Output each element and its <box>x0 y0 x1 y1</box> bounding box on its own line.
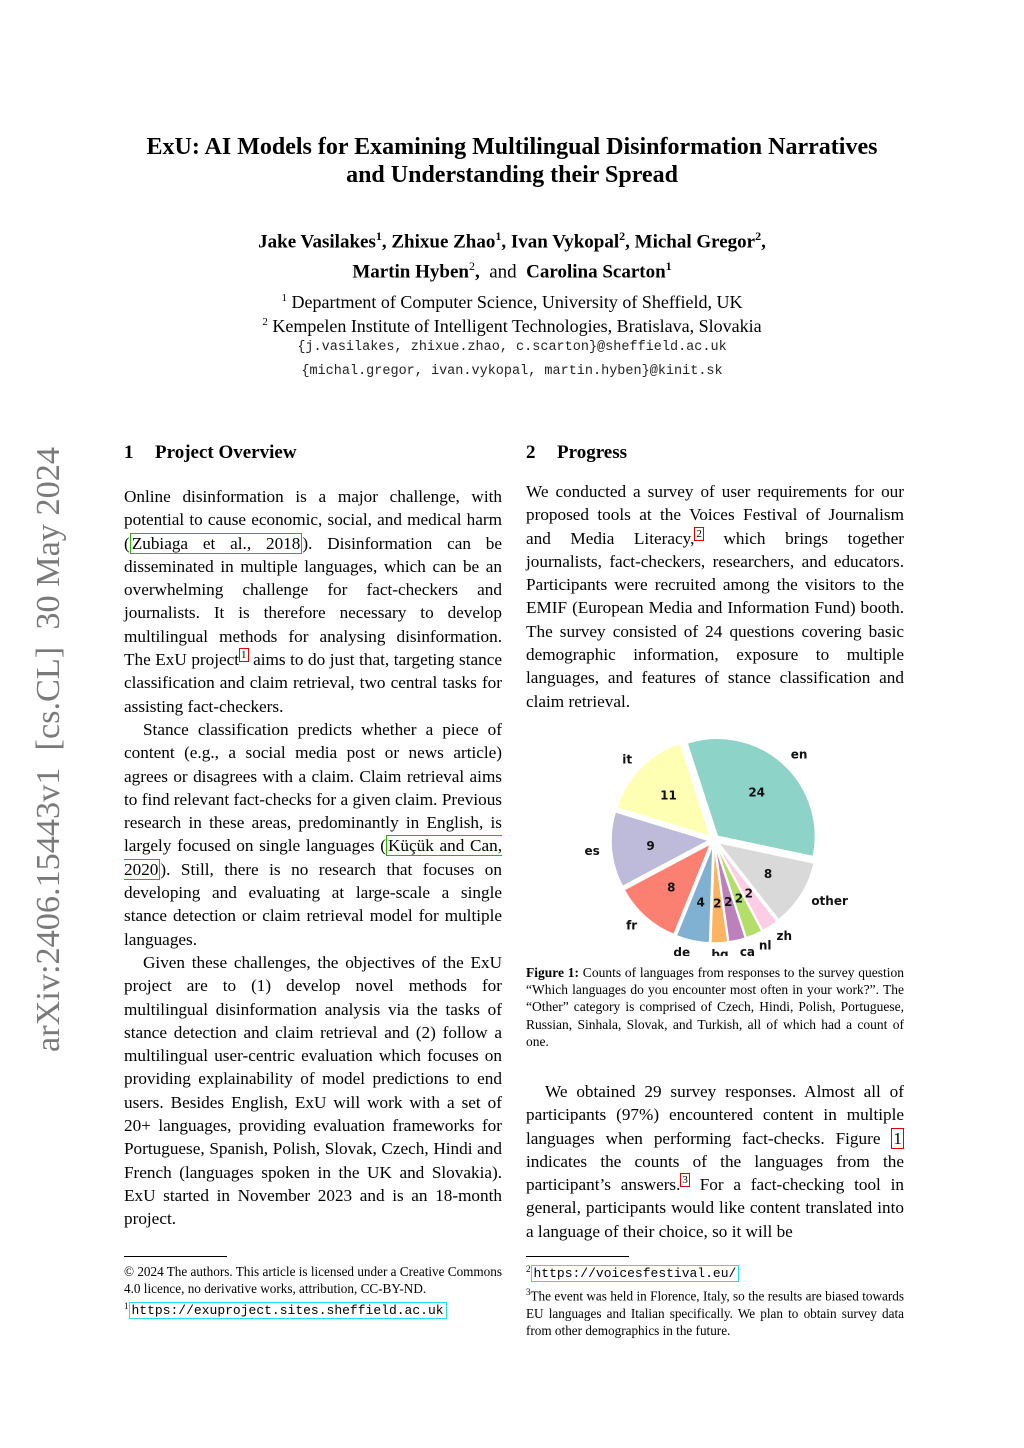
text-run: which brings together journalists, fact-checkers, researchers, and educators. Participants were recruited among the visitors to the EMIF (European Media and Information Fund) booth. The survey consisted of 24 questions covering basic demographic information, exposure to multiple languages, and features of stance classification and claim retrieval. <box>526 528 904 711</box>
arxiv-stamp-text: arXiv:2406.15443v1 [cs.CL] 30 May 2024 <box>30 451 67 1052</box>
pie-value-label-ca: 2 <box>724 895 733 910</box>
right-column-body-top <box>526 480 904 713</box>
paragraph <box>124 718 502 951</box>
left-column-body <box>124 485 502 1231</box>
author-affil-mark: 1 <box>665 259 672 274</box>
footnote-rule <box>526 1256 629 1257</box>
author-affil-mark: 1 <box>495 229 502 243</box>
right-column-body-bottom <box>526 1080 904 1243</box>
pie-category-label-bg: bg <box>711 947 729 956</box>
author-name: Ivan Vykopal <box>510 231 620 253</box>
pie-value-label-en: 24 <box>748 785 766 800</box>
citation-link[interactable]: Küçük and Can, 2020 <box>124 836 502 879</box>
email-line-1: {j.vasilakes, zhixue.zhao, c.scarton}@sheffield.ac.uk <box>297 340 727 355</box>
affiliation-text: Kempelen Institute of Intelligent Technologies, Bratislava, Slovakia <box>272 316 762 336</box>
pie-value-label-zh: 2 <box>744 886 753 901</box>
affiliation-text: Department of Computer Science, University of Sheffield, UK <box>291 292 743 312</box>
title-line-2: and Understanding their Spread <box>346 162 678 188</box>
section-title: Progress <box>557 442 628 463</box>
author-affil-mark: 2 <box>619 229 626 243</box>
pie-category-label-it: it <box>622 752 633 767</box>
text-run: indicates the counts of the languages from the participant’s answers. <box>526 1151 904 1195</box>
pie-category-label-es: es <box>584 843 600 858</box>
figure-label: Figure 1: <box>526 965 580 980</box>
pie-chart-svg <box>524 726 904 956</box>
figure-reference-link[interactable]: 1 <box>893 1128 902 1148</box>
footnote-rule <box>124 1256 227 1257</box>
author-affil-mark: 2 <box>468 259 475 274</box>
pie-value-label-es: 9 <box>646 839 655 854</box>
author-list: Jake Vasilakes$^1$, Zhixue Zhao$^1$, Ivan Vykopal$^2$, Michal Gregor$^2$, Martin Hyben$^2$, and Carolina Scarton$^1$ <box>258 229 766 283</box>
section-title: Project Overview <box>155 442 297 463</box>
title-line-1: ExU: AI Models for Examining Multilingual Disinformation Narratives <box>146 134 878 160</box>
author-name: Carolina Scarton <box>526 261 666 283</box>
footnotes-left <box>124 1263 502 1319</box>
footnote-link[interactable]: 2 <box>696 527 702 540</box>
pie-category-label-de: de <box>673 945 691 956</box>
section-number: 2 <box>526 442 536 463</box>
text-run: ). Still, there is no research that focuses on developing and evaluating at large-scale a single stance detection or claim retrieval model for multiple languages. <box>124 859 502 949</box>
citation-link[interactable]: Zubiaga et al., 2018 <box>131 533 301 553</box>
pie-value-label-de: 4 <box>696 895 705 910</box>
paragraph <box>124 485 502 718</box>
author-name: Michal Gregor <box>634 231 756 253</box>
paper-title <box>100 133 924 189</box>
email-line-2: {michal.gregor, ivan.vykopal, martin.hyben}@kinit.sk <box>301 364 723 379</box>
pie-category-label-en: en <box>790 747 808 762</box>
pie-category-label-other: other <box>811 893 848 908</box>
arxiv-stamp <box>21 440 71 1060</box>
section-1-heading <box>124 441 297 465</box>
footnote-text: The event was held in Florence, Italy, so the results are biased towards EU languages and Italian specifically. We plan to obtain survey data from other demographics in the future. <box>526 1288 904 1338</box>
copyright-note: © 2024 The authors. This article is licensed under a Creative Commons 4.0 licence, no derivative works, attribution, CC-BY-ND. <box>124 1264 502 1296</box>
pie-value-label-fr: 8 <box>667 880 676 895</box>
text-run: ). Disinformation can be disseminated in multiple languages, which can be an overwhelming challenge for fact-checkers and journalists. It is therefore necessary to develop multilingual methods for analysing disinformation. The ExU project <box>124 533 502 670</box>
section-number: 1 <box>124 442 134 463</box>
affiliation-2 <box>100 310 924 338</box>
author-name: Martin Hyben <box>352 261 469 283</box>
pie-category-label-ca: ca <box>739 944 756 956</box>
author-affil-mark: 1 <box>375 229 382 243</box>
footnotes-right <box>526 1261 904 1339</box>
pie-value-label-bg: 2 <box>713 896 722 911</box>
pie-category-label-zh: zh <box>776 929 793 944</box>
affiliation-mark: 1 <box>281 292 287 304</box>
pie-category-label-nl: nl <box>758 938 772 953</box>
author-affil-mark: 2 <box>755 229 762 243</box>
voices-festival-url[interactable]: https://voicesfestival.eu/ <box>531 1265 740 1282</box>
paragraph: Given these challenges, the objectives of the ExU project are to (1) develop novel methods for multilingual disinformation analysis via the tasks of stance detection and claim retrieval and (2) follow a multilingual user-centric evaluation which focuses on providing explainability of model predictions to end users. Besides English, ExU will work with a set of 20+ languages, providing evaluation frameworks for Portuguese, Spanish, Polish, Slovak, Czech, Hindi and French (languages spoken in the UK and Slovakia). ExU started in November 2023 and is an 18-month project. <box>124 952 502 1229</box>
section-2-heading <box>526 441 627 465</box>
pie-value-label-nl: 2 <box>734 891 744 906</box>
author-and: and <box>489 261 517 283</box>
pie-category-label-fr: fr <box>626 918 638 933</box>
figure-1-pie-chart <box>524 726 904 956</box>
text-run: For a fact-checking tool in general, participants would like content translated into a language of their choice, so it will be <box>526 1175 904 1241</box>
text-run: Online disinformation is a major challenge, with potential to cause economic, social, and medical harm ( <box>124 487 502 553</box>
text-run: We conducted a survey of user requirements for our proposed tools at the Voices Festival of Journalism and Media Literacy, <box>526 482 904 548</box>
pie-value-label-it: 11 <box>660 788 677 803</box>
exu-project-url[interactable]: https://exuproject.sites.sheffield.ac.uk <box>129 1302 447 1319</box>
footnote-number: 1 <box>124 1301 129 1311</box>
caption-text: Counts of languages from responses to the survey question “Which languages do you encounter most often in your work?”. The “Other” category is comprised of Czech, Hindi, Polish, Portuguese, Russian, Sinhala, Slovak, and Turkish, all of which had a count of one. <box>526 965 904 1049</box>
pie-value-label-other: 8 <box>763 866 773 881</box>
author-name: Jake Vasilakes <box>258 231 376 253</box>
footnote-number: 2 <box>526 1264 531 1274</box>
paragraph <box>526 480 904 713</box>
text-run: aims to do just that, targeting stance classification and claim retrieval, two central tasks for assisting fact-checkers. <box>124 650 502 716</box>
footnote-link[interactable]: 3 <box>682 1174 688 1187</box>
text-run: We obtained 29 survey responses. Almost all of participants (97%) encountered content in multiple languages when performing fact-checks. Figure <box>526 1082 904 1148</box>
paragraph <box>526 1080 904 1243</box>
text-run: Stance classification predicts whether a piece of content (e.g., a social media post or news article) agrees or disagrees with a claim. Claim retrieval aims to find relevant fact-checks for a given claim. Previous research in these areas, predominantly in English, is largely focused on single languages ( <box>124 719 502 856</box>
footnote-link[interactable]: 1 <box>241 649 247 662</box>
figure-1-caption <box>526 964 904 1050</box>
author-name: Zhixue Zhao <box>391 231 496 253</box>
affiliation-mark: 2 <box>262 316 268 328</box>
footnote-number: 3 <box>526 1287 531 1298</box>
